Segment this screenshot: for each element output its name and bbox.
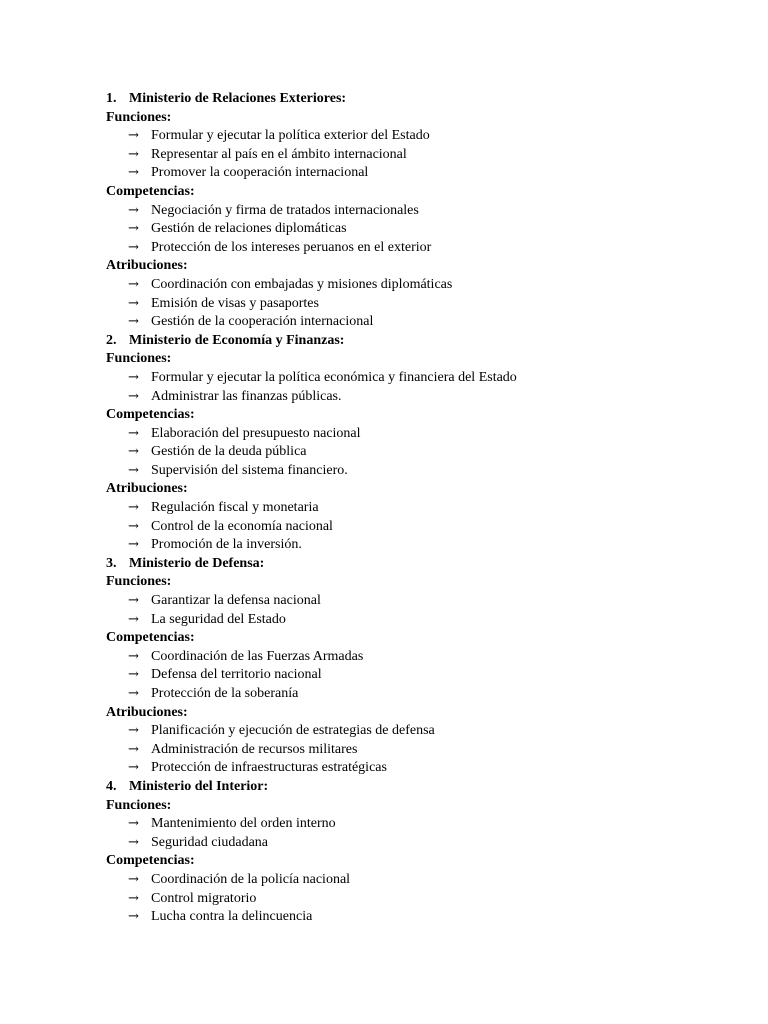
section-heading: Funciones:	[106, 574, 172, 590]
section-heading: Atribuciones:	[106, 481, 188, 497]
list-item	[106, 890, 726, 909]
list-item	[106, 276, 726, 295]
arrow-right-icon: →	[128, 146, 139, 162]
list-item-text: Control de la economía nacional	[151, 518, 333, 534]
list-item-text: Coordinación de la policía nacional	[151, 871, 351, 887]
section-heading: Funciones:	[106, 797, 172, 813]
list-item-text: Coordinación con embajadas y misiones diplomáticas	[151, 276, 453, 292]
ministry-name: Ministerio del Interior:	[129, 778, 269, 794]
list-item-text: Protección de los intereses peruanos en el exterior	[151, 239, 432, 255]
ministry-name: Ministerio de Economía y Finanzas:	[129, 332, 345, 348]
section-heading: Competencias:	[106, 183, 195, 199]
arrow-right-icon: →	[128, 295, 139, 311]
list-item-text: Garantizar la defensa nacional	[151, 593, 321, 609]
arrow-right-icon: →	[128, 890, 139, 906]
ministry-title	[106, 90, 726, 109]
section-heading: Competencias:	[106, 853, 195, 869]
list-item-text: Coordinación de las Fuerzas Armadas	[151, 648, 364, 664]
ministry-title	[106, 555, 726, 574]
list-item	[106, 220, 726, 239]
ministry-title	[106, 778, 726, 797]
list-item-text: Regulación fiscal y monetaria	[151, 500, 319, 516]
list-item-text: Gestión de relaciones diplomáticas	[151, 221, 347, 237]
arrow-right-icon: →	[128, 388, 139, 404]
list-item-text: Elaboración del presupuesto nacional	[151, 425, 361, 441]
list-item-text: Lucha contra la delincuencia	[151, 909, 313, 925]
arrow-right-icon: →	[128, 611, 139, 627]
ministry-number: 3.	[106, 555, 117, 571]
list-item	[106, 871, 726, 890]
document-body	[106, 90, 726, 927]
ministry-name: Ministerio de Defensa:	[129, 555, 265, 571]
list-item	[106, 369, 726, 388]
arrow-right-icon: →	[128, 686, 139, 701]
list-item	[106, 536, 726, 555]
list-item-text: Promover la cooperación internacional	[151, 165, 369, 181]
list-item-text: Control migratorio	[151, 890, 257, 906]
arrow-right-icon: →	[128, 741, 139, 757]
section-heading: Funciones:	[106, 351, 172, 367]
list-item	[106, 685, 726, 704]
list-item	[106, 425, 726, 444]
list-item	[106, 666, 726, 685]
list-item-text: La seguridad del Estado	[151, 611, 286, 627]
list-item-text: Mantenimiento del orden interno	[151, 816, 336, 832]
list-item-text: Promoción de la inversión.	[151, 537, 302, 553]
list-item	[106, 759, 726, 778]
arrow-right-icon: →	[128, 518, 139, 534]
list-item-text: Protección de infraestructuras estratégicas	[151, 760, 387, 776]
list-item	[106, 741, 726, 760]
list-item-text: Formular y ejecutar la política económica y financiera del Estado	[151, 369, 517, 385]
list-item	[106, 592, 726, 611]
list-item-text: Formular y ejecutar la política exterior del Estado	[151, 128, 430, 144]
arrow-right-icon: →	[128, 834, 139, 850]
list-item	[106, 462, 726, 481]
list-item	[106, 815, 726, 834]
arrow-right-icon: →	[128, 500, 139, 516]
arrow-right-icon: →	[128, 909, 139, 925]
arrow-right-icon: →	[128, 648, 139, 664]
ministry-name: Ministerio de Relaciones Exteriores:	[129, 91, 347, 106]
arrow-right-icon: →	[128, 128, 139, 144]
list-item-text: Planificación y ejecución de estrategias de defensa	[151, 723, 435, 739]
arrow-right-icon: →	[128, 816, 139, 832]
list-item-text: Protección de la soberanía	[151, 686, 299, 701]
arrow-right-icon: →	[128, 593, 139, 609]
arrow-right-icon: →	[128, 239, 139, 255]
list-item	[106, 518, 726, 537]
list-item-text: Seguridad ciudadana	[151, 834, 269, 850]
list-item	[106, 127, 726, 146]
arrow-right-icon: →	[128, 537, 139, 553]
arrow-right-icon: →	[128, 221, 139, 237]
list-item	[106, 388, 726, 407]
arrow-right-icon: →	[128, 723, 139, 739]
list-item-text: Administrar las finanzas públicas.	[151, 388, 342, 404]
list-item-text: Representar al país en el ámbito internacional	[151, 146, 407, 162]
arrow-right-icon: →	[128, 165, 139, 181]
arrow-right-icon: →	[128, 276, 139, 292]
arrow-right-icon: →	[128, 462, 139, 478]
section-heading: Competencias:	[106, 630, 195, 646]
list-item	[106, 834, 726, 853]
list-item	[106, 146, 726, 165]
list-item	[106, 611, 726, 630]
ministry-number: 2.	[106, 332, 117, 348]
list-item-text: Defensa del territorio nacional	[151, 667, 322, 683]
section-heading: Atribuciones:	[106, 258, 188, 274]
list-item	[106, 202, 726, 221]
ministry-number: 4.	[106, 778, 117, 794]
arrow-right-icon: →	[128, 425, 139, 441]
arrow-right-icon: →	[128, 314, 139, 330]
list-item-text: Negociación y firma de tratados internacionales	[151, 202, 419, 218]
ministry-title	[106, 332, 726, 351]
list-item	[106, 648, 726, 667]
section-heading: Funciones:	[106, 109, 172, 125]
list-item-text: Supervisión del sistema financiero.	[151, 462, 348, 478]
list-item-text: Administración de recursos militares	[151, 741, 358, 757]
list-item	[106, 722, 726, 741]
list-item-text: Gestión de la cooperación internacional	[151, 314, 374, 330]
arrow-right-icon: →	[128, 667, 139, 683]
list-item	[106, 443, 726, 462]
arrow-right-icon: →	[128, 760, 139, 776]
list-item	[106, 164, 726, 183]
list-item-text: Gestión de la deuda pública	[151, 444, 307, 460]
list-item-text: Emisión de visas y pasaportes	[151, 295, 319, 311]
list-item	[106, 295, 726, 314]
section-heading: Atribuciones:	[106, 704, 188, 720]
list-item	[106, 499, 726, 518]
arrow-right-icon: →	[128, 444, 139, 460]
ministry-number: 1.	[106, 91, 117, 106]
list-item	[106, 239, 726, 258]
arrow-right-icon: →	[128, 369, 139, 385]
section-heading: Competencias:	[106, 407, 195, 423]
list-item	[106, 313, 726, 332]
arrow-right-icon: →	[128, 202, 139, 218]
list-item	[106, 908, 726, 927]
arrow-right-icon: →	[128, 871, 139, 887]
